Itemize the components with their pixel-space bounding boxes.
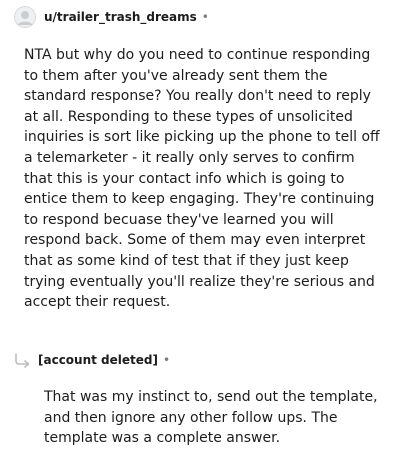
reply-header: [14, 350, 170, 370]
reply-username: [account deleted]: [38, 353, 158, 367]
comment-username[interactable]: u/trailer_trash_dreams: [44, 10, 197, 24]
comment-header: [14, 6, 209, 28]
reply-separator: •: [162, 353, 171, 367]
user-avatar-icon[interactable]: [14, 6, 36, 28]
reply-body: That was my instinct to, send out the template, and then ignore any other follow ups. The template was a complete answer.: [44, 389, 378, 447]
comment-body: NTA but why do you need to continue responding to them after you've already sent them the standard response? You really don't need to reply at all. Responding to these types of unsolicited inquiries is sort like picking up the phone to tell off a telemarketer - it really only serves to confirm that this is your contact info which is going to entice them to keep engaging. They're continuing to respond becuase they've learned you will respond back. Some of them may even interpret that as some kind of test that if they just keep trying eventually you'll realize they're serious and accept their request.: [24, 47, 380, 311]
header-separator: •: [201, 10, 209, 24]
reply-arrow-icon: [14, 352, 32, 368]
